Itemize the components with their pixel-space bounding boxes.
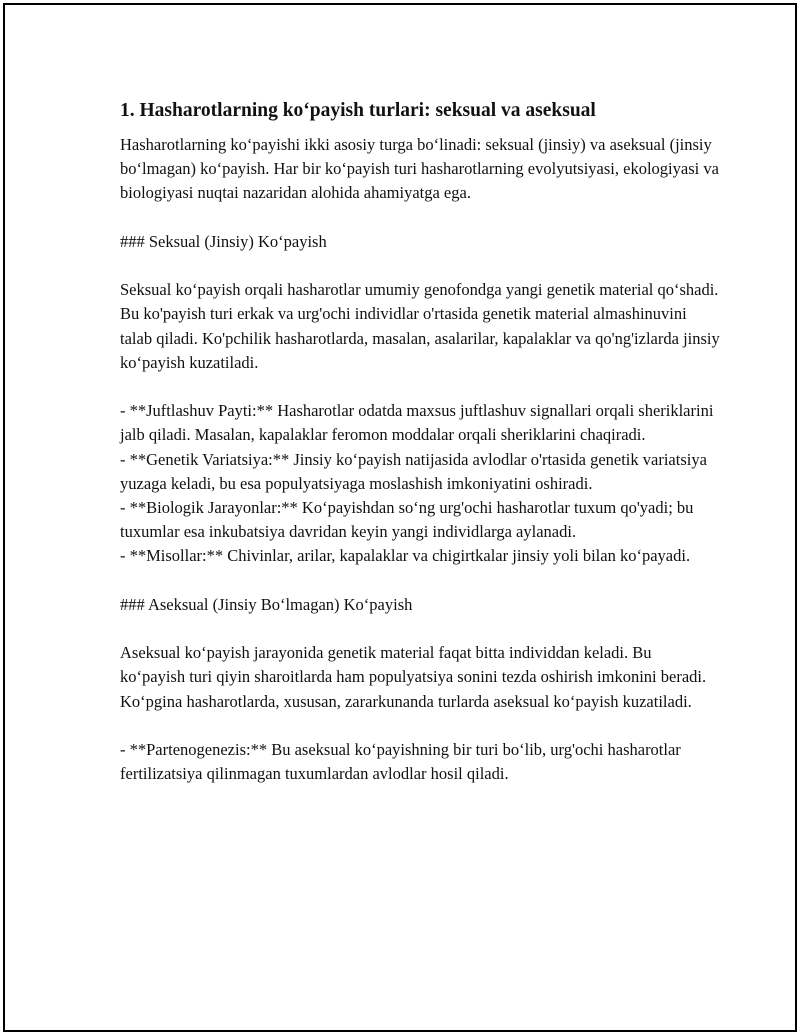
spacer <box>120 617 720 641</box>
heading-aseksual: ### Aseksual (Jinsiy Bo‘lmagan) Ko‘payish <box>120 594 413 614</box>
aseksual-paragraph: Aseksual ko‘payish jarayonida genetik material faqat bitta individdan keladi. Bu ko‘payish turi qiyin sharoitlarda ham populyatsiya sonini tezda oshirish imkonini beradi. Ko‘pgina hasharotlarda, xususan, zararkunanda turlarda aseksual ko‘payish kuzatiladi. <box>120 643 707 711</box>
list-item-biologik-jarayonlar: - **Biologik Jarayonlar:** Ko‘payishdan so‘ng urg'ochi hasharotlar tuxum qo'yadi; bu tuxumlar esa inkubatsiya davridan keyin yangi individlarga aylanadi. <box>120 498 694 542</box>
list-item-partenogenezis: - **Partenogenezis:** Bu aseksual ko‘payishning bir turi bo‘lib, urg'ochi hasharotlar fertilizatsiya qilinmagan tuxumlardan avlodlar hosil qiladi. <box>120 739 681 784</box>
spacer <box>120 206 720 230</box>
section-title: 1. Hasharotlarning ko‘payish turlari: seksual va aseksual <box>120 100 596 121</box>
document-body <box>120 97 720 786</box>
list-item-genetik-variatsiya: - **Genetik Variatsiya:** Jinsiy ko‘payish natijasida avlodlar o'rtasida genetik variatsiya yuzaga keladi, bu esa populyatsiyaga moslashish imkoniyatini oshiradi. <box>120 449 707 493</box>
spacer <box>120 375 720 399</box>
spacer <box>120 254 720 278</box>
spacer <box>120 569 720 593</box>
list-item-juftlashuv: - **Juftlashuv Payti:** Hasharotlar odatda maxsus juftlashuv signallari orqali sheriklarini jalb qiladi. Masalan, kapalaklar feromon moddalar orqali sheriklarini chaqiradi. <box>120 401 714 445</box>
spacer <box>120 714 720 738</box>
heading-seksual: ### Seksual (Jinsiy) Ko‘payish <box>120 231 327 251</box>
seksual-paragraph: Seksual ko‘payish orqali hasharotlar umumiy genofondga yangi genetik material qo‘shadi. Bu ko'payish turi erkak va urg'ochi individlar o'rtasida genetik material almashinuvini talab qiladi. Ko'pchilik hasharotlarda, masalan, asalarilar, kapalaklar va qo'ng'izlarda jinsiy ko‘payish kuzatiladi. <box>120 280 720 372</box>
intro-paragraph: Hasharotlarning ko‘payishi ikki asosiy turga bo‘linadi: seksual (jinsiy) va aseksual (jinsiy bo‘lmagan) ko‘payish. Har bir ko‘payish turi hasharotlarning evolyutsiyasi, ekologiyasi va biologiyasi nuqtai nazaridan alohida ahamiyatga ega. <box>120 135 719 203</box>
list-item-misollar: - **Misollar:** Chivinlar, arilar, kapalaklar va chigirtkalar jinsiy yoli bilan ko‘payadi. <box>120 546 691 566</box>
page-frame <box>3 3 797 1032</box>
